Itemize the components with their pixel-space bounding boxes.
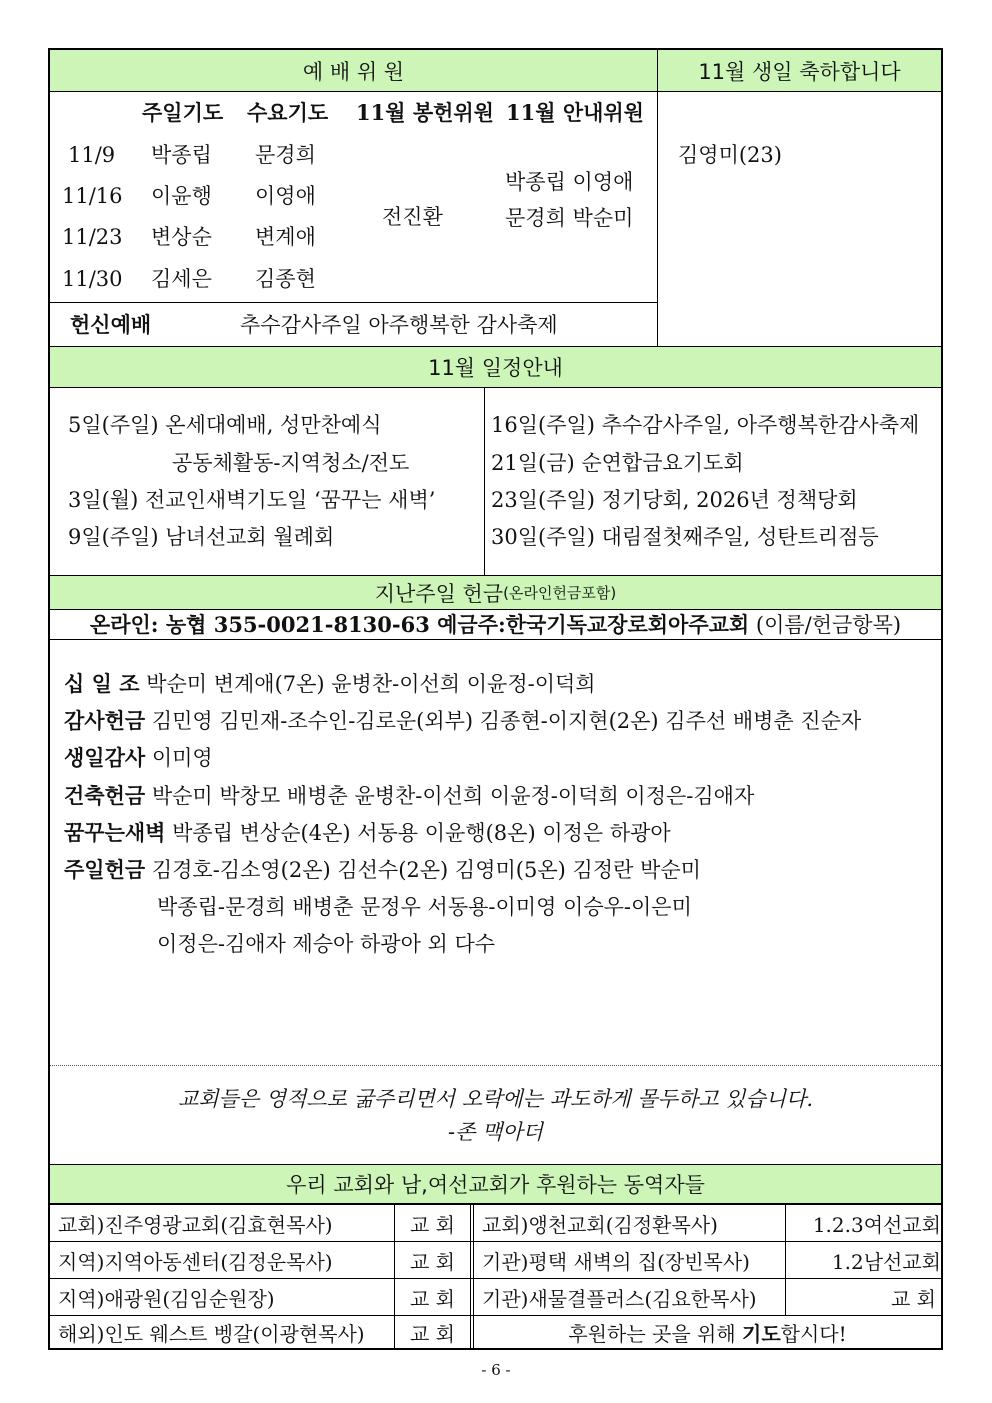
schedule-item: 23일(주일) 정기당회, 2026년 정책당회: [491, 488, 858, 512]
offering-names: 이미영: [151, 746, 213, 770]
row-sunday: 변상순: [151, 225, 212, 249]
support-sponsor: 1.2.3여선교회: [812, 1212, 941, 1237]
row-wednesday: 변계애: [255, 225, 316, 249]
support-ministry: 교회)진주영광교회(김효현목사): [58, 1212, 333, 1237]
ushers-line: 문경희 박순미: [505, 206, 634, 230]
schedule-item: 21일(금) 순연합금요기도회: [491, 451, 744, 475]
online-account-note: (이름/헌금항목): [755, 613, 902, 637]
support-sponsor: 교 회: [410, 1286, 455, 1311]
offering-label: 꿈꾸는새벽: [64, 820, 166, 845]
offering-member: 전진환: [382, 205, 443, 229]
offering-names: 김민영 김민재-조수인-김로운(외부) 김종현-이지현(2온) 김주선 배병춘 진순자: [151, 709, 862, 733]
dedication-text: 추수감사주일 아주행복한 감사축제: [240, 313, 558, 337]
col-wednesday-prayer: 수요기도: [247, 100, 329, 125]
support-ministry: 지역)애광원(김임순원장): [58, 1286, 275, 1311]
offering-title-note: (온라인헌금포함): [503, 584, 617, 602]
row-date: 11/9: [68, 143, 116, 167]
worship-committee-title: 예 배 위 원: [302, 59, 405, 84]
offering-line: [64, 708, 861, 734]
schedule-item: 3일(월) 전교인새벽기도일 ‘꿈꾸는 새벽’: [68, 488, 436, 512]
offering-names: 김경호-김소영(2온) 김선수(2온) 김영미(5온) 김정란 박순미: [151, 858, 701, 882]
support-closing-text: 후원하는 곳을 위해: [568, 1321, 742, 1346]
offering-label: 건축헌금: [64, 783, 146, 808]
support-title: 우리 교회와 남,여선교회가 후원하는 동역자들: [286, 1173, 705, 1197]
row-wednesday: 이영애: [255, 184, 316, 208]
offering-line: [64, 745, 213, 771]
schedule-header: [50, 347, 941, 387]
offering-names: 박순미 변계애(7온) 윤병찬-이선희 이윤정-이덕희: [146, 672, 596, 696]
schedule-item: 5일(주일) 온세대예배, 성만찬예식: [68, 413, 382, 437]
schedule-item: 9일(주일) 남녀선교회 월례회: [68, 525, 335, 549]
worship-committee-header: [50, 50, 657, 91]
quote-author: -존 맥아더: [448, 1120, 543, 1144]
offering-names: 박순미 박창모 배병춘 윤병찬-이선희 이윤정-이덕희 이정은-김애자: [151, 784, 755, 808]
row-wednesday: 김종현: [255, 267, 316, 291]
page-number: - 6 -: [481, 1361, 511, 1379]
birthday-header: [658, 50, 941, 91]
ushers-line: 박종립 이영애: [505, 170, 634, 194]
offering-line: [64, 857, 701, 883]
support-sponsor: 교 회: [891, 1286, 936, 1311]
schedule-item: 공동체활동-지역청소/전도: [172, 451, 410, 475]
offering-header: [50, 576, 941, 609]
online-account-label: 온라인: 농협 355-0021-8130-63 예금주:한국기독교장로회아주교회: [89, 612, 750, 637]
schedule-item: 30일(주일) 대림절첫째주일, 성탄트리점등: [491, 525, 879, 549]
quote-text: 교회들은 영적으로 굶주리면서 오락에는 과도하게 몰두하고 있습니다.: [177, 1087, 814, 1111]
offering-label: 감사헌금: [64, 708, 146, 733]
row-date: 11/30: [62, 267, 123, 291]
dedication-label: 헌신예배: [70, 312, 152, 337]
support-sponsor: 교 회: [410, 1249, 455, 1274]
schedule-title: 11월 일정안내: [428, 356, 563, 380]
offering-line: [64, 671, 596, 697]
row-date: 11/23: [62, 225, 123, 249]
row-sunday: 이윤행: [151, 184, 212, 208]
offering-continuation: 박종립-문경희 배병춘 문정우 서동용-이미영 이승우-이은미: [157, 895, 692, 919]
support-sponsor: 교 회: [410, 1212, 455, 1237]
support-ministry: 교회)앵천교회(김정환목사): [482, 1212, 718, 1237]
support-sponsor: 1.2남선교회: [831, 1249, 941, 1274]
schedule-item: 16일(주일) 추수감사주일, 아주행복한감사축제: [491, 413, 920, 437]
offering-names: 박종립 변상순(4온) 서동용 이윤행(8온) 이정은 하광아: [172, 821, 671, 845]
row-sunday: 김세은: [151, 267, 212, 291]
offering-label: 십 일 조: [64, 671, 140, 696]
support-closing: [474, 1316, 941, 1348]
col-sunday-prayer: 주일기도: [142, 100, 224, 125]
offering-line: [64, 820, 671, 846]
support-header: [50, 1165, 941, 1203]
support-sponsor: 교 회: [410, 1321, 455, 1346]
offering-line: [64, 783, 754, 809]
bulletin-page: [48, 48, 943, 1350]
support-ministry: 기관)새물결플러스(김요한목사): [482, 1286, 757, 1311]
birthday-names: 김영미(23): [678, 143, 782, 167]
offering-continuation: 이정은-김애자 제승아 하광아 외 다수: [157, 932, 496, 956]
support-closing-emphasis: 기도: [742, 1321, 781, 1346]
col-offering-committee: 11월 봉헌위원: [356, 100, 494, 125]
col-usher-committee: 11월 안내위원: [506, 100, 644, 125]
support-ministry: 기관)평택 새벽의 집(장빈목사): [482, 1249, 750, 1274]
support-ministry: 해외)인도 웨스트 벵갈(이광현목사): [58, 1321, 365, 1346]
row-wednesday: 문경희: [255, 143, 316, 167]
offering-label: 주일헌금: [64, 857, 146, 882]
offering-label: 생일감사: [64, 745, 146, 770]
birthday-title: 11월 생일 축하합니다: [698, 59, 901, 84]
support-closing-text: 합시다!: [780, 1321, 847, 1346]
row-date: 11/16: [62, 184, 123, 208]
support-ministry: 지역)지역아동센터(김정운목사): [58, 1249, 333, 1274]
offering-title: 지난주일 헌금: [374, 581, 504, 606]
row-sunday: 박종립: [151, 143, 212, 167]
online-account: [50, 612, 941, 638]
